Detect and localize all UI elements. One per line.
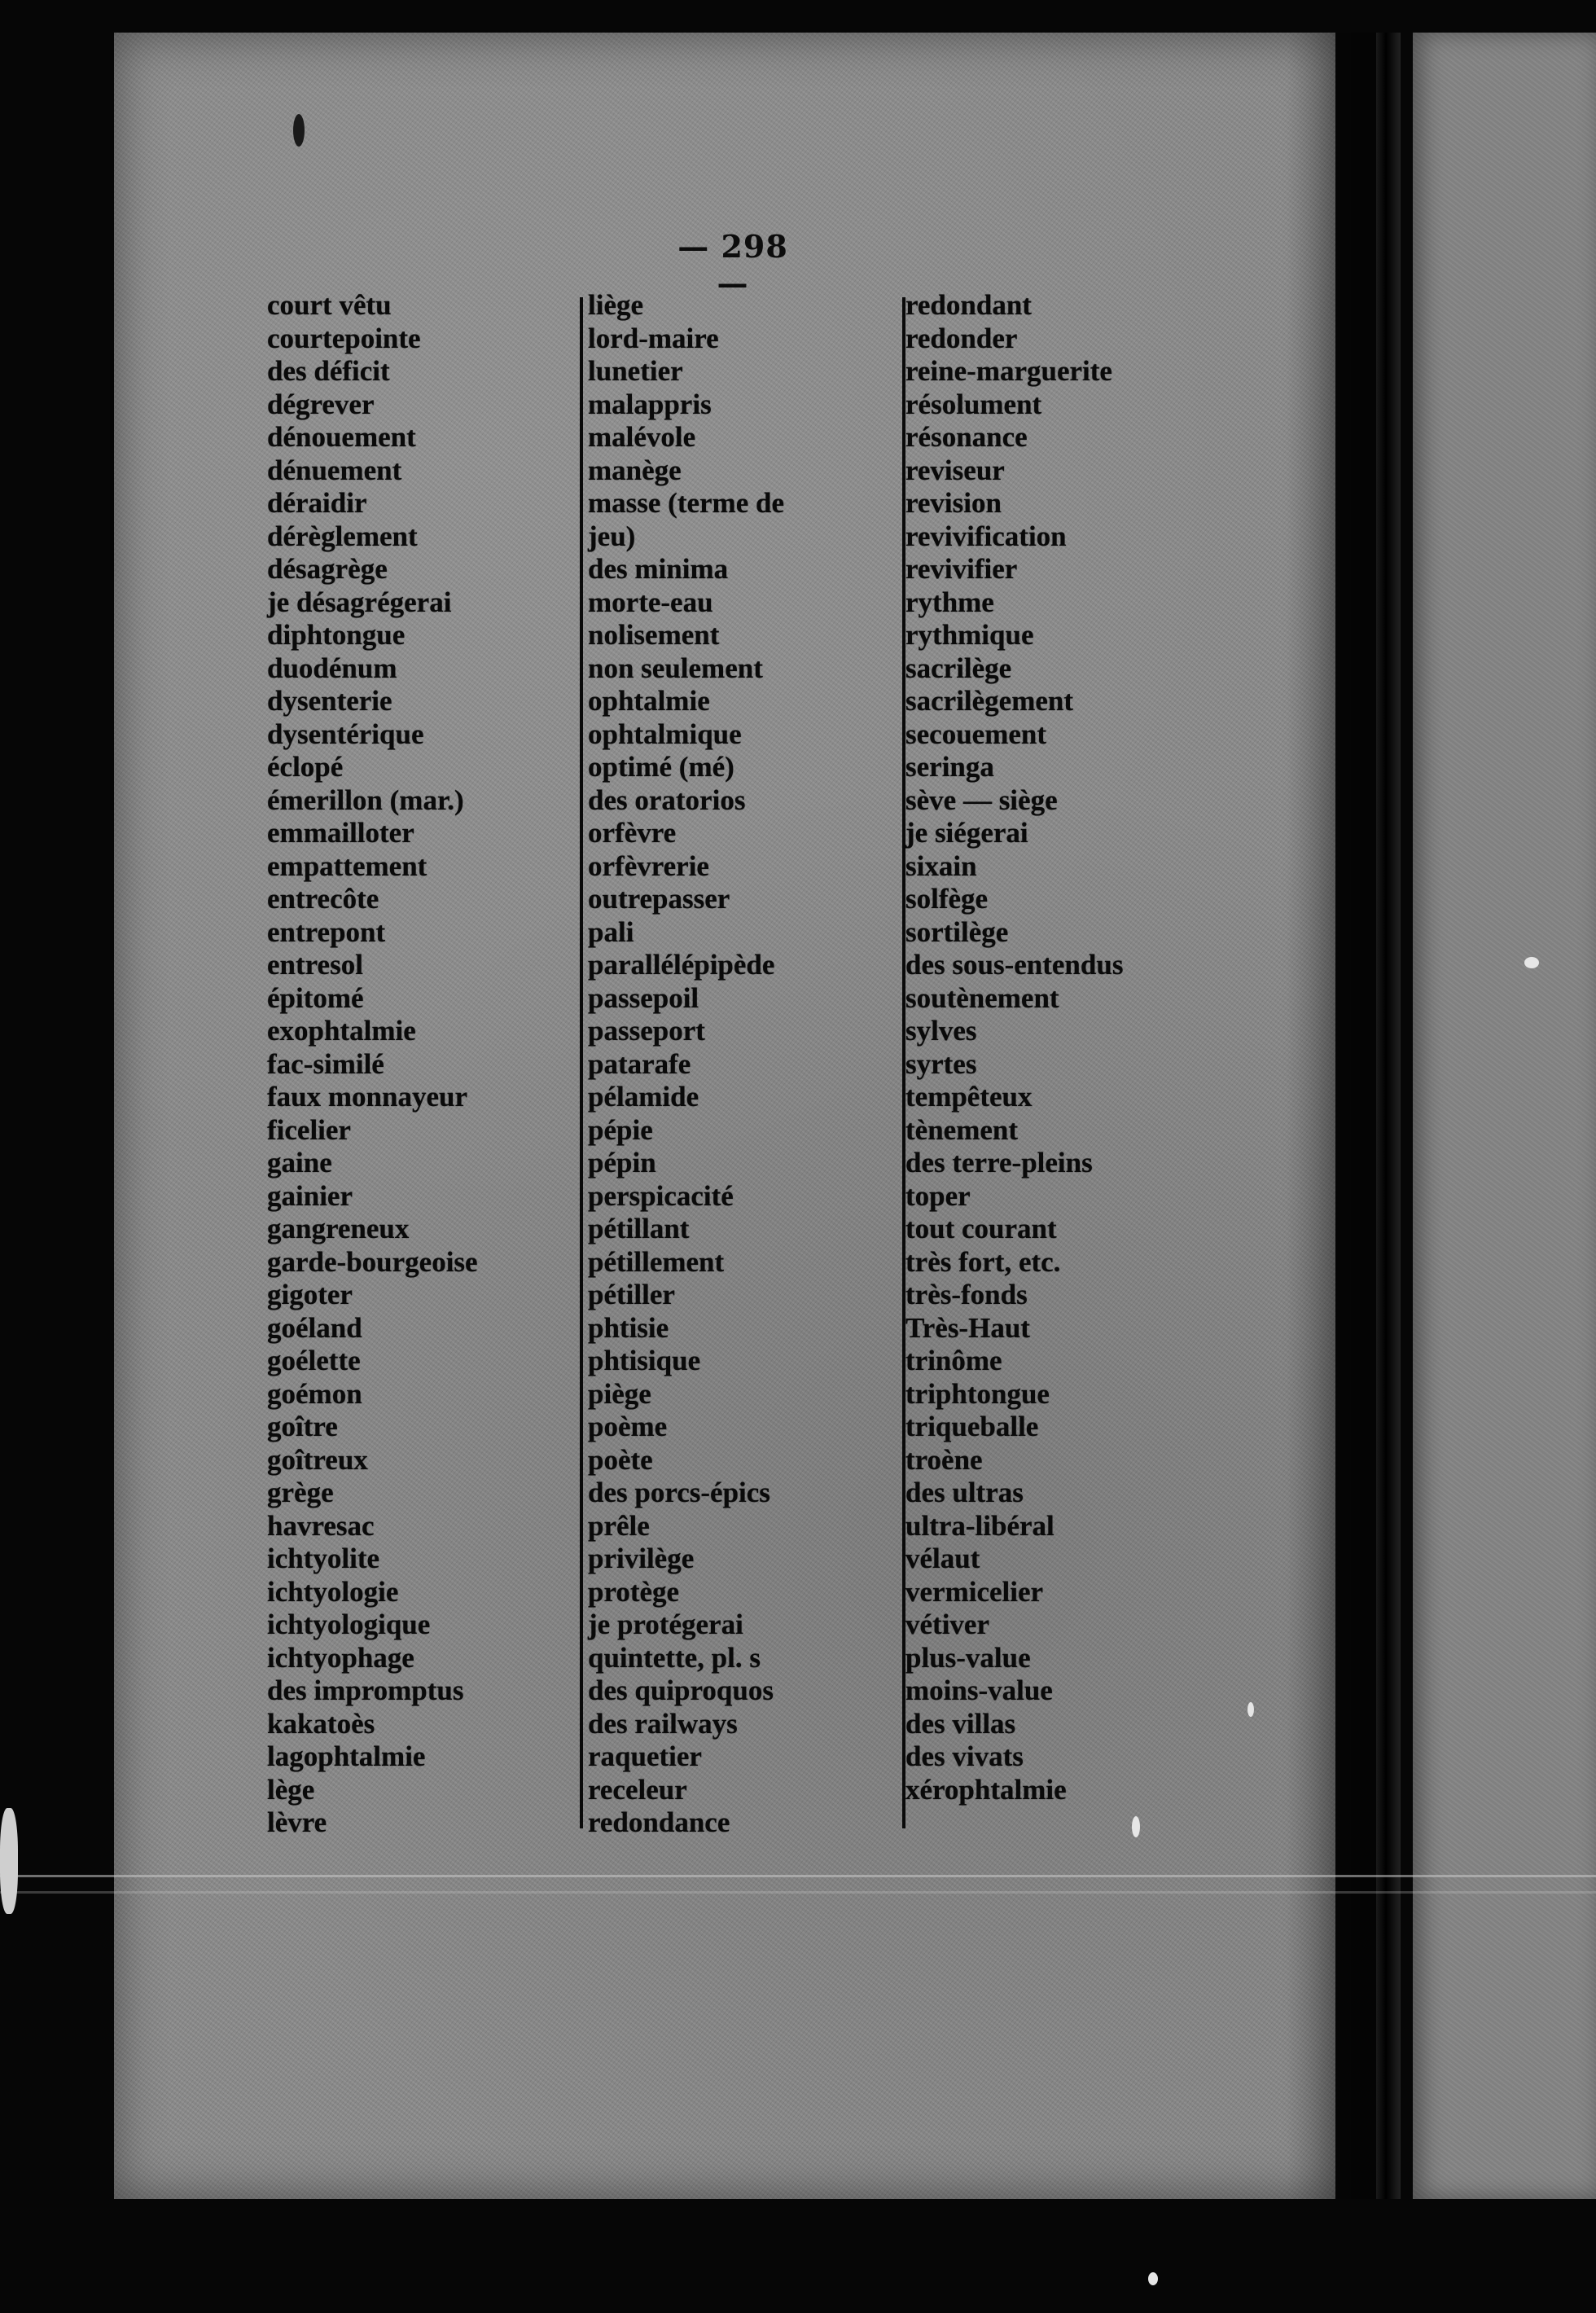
dictionary-entry: pétillant <box>588 1213 690 1244</box>
dictionary-entry: optimé (mé) <box>588 751 734 783</box>
dictionary-entry: des impromptus <box>267 1674 464 1706</box>
dictionary-entry: tempêteux <box>905 1081 1033 1113</box>
dictionary-entry: ichtyophage <box>267 1641 414 1674</box>
dictionary-entry: pétillement <box>588 1245 725 1278</box>
dictionary-entry: duodénum <box>267 652 397 684</box>
dictionary-entry: émerillon (mar.) <box>267 783 464 816</box>
dictionary-entry: ichtyolite <box>267 1543 380 1574</box>
dictionary-entry: entrecôte <box>267 883 379 915</box>
dictionary-entry: je protégerai <box>588 1609 743 1640</box>
dictionary-entry: empattement <box>267 849 428 882</box>
dictionary-entry: déraidir <box>267 487 367 519</box>
right-page-edge <box>1413 33 1596 2199</box>
dictionary-entry: Très-Haut <box>905 1311 1030 1344</box>
dictionary-entry: goélette <box>267 1345 361 1376</box>
dictionary-entry: lunetier <box>588 355 683 387</box>
dictionary-entry: gigoter <box>267 1279 353 1310</box>
dictionary-entry: manège <box>588 454 682 486</box>
dictionary-entry: poème <box>588 1411 668 1442</box>
dictionary-entry: quintette, pl. s <box>588 1641 761 1674</box>
dictionary-entry: gainier <box>267 1179 353 1212</box>
dictionary-entry: poète <box>588 1443 653 1476</box>
dictionary-entry: très-fonds <box>905 1279 1028 1310</box>
dictionary-entry: lord-maire <box>588 322 719 354</box>
dictionary-entry: court vêtu <box>267 289 392 321</box>
dust-speck <box>1148 2272 1158 2285</box>
dictionary-entry: vétiver <box>905 1609 989 1640</box>
dictionary-entry: des ultras <box>905 1477 1024 1508</box>
dictionary-entry: reviseur <box>905 454 1005 486</box>
dictionary-entry: masse (terme de <box>588 487 785 519</box>
dictionary-entry: syrtes <box>905 1047 977 1080</box>
dictionary-entry: goîtreux <box>267 1443 368 1476</box>
page-number: — 298 — <box>677 228 788 301</box>
dictionary-entry: prêle <box>588 1509 650 1542</box>
dictionary-entry: redonder <box>905 322 1018 354</box>
dictionary-entry: entresol <box>267 949 363 981</box>
dictionary-entry: dérèglement <box>267 520 418 552</box>
dictionary-entry: des villas <box>905 1707 1016 1740</box>
dictionary-entry: épitomé <box>267 981 364 1014</box>
dictionary-entry: des sous-entendus <box>905 949 1124 981</box>
dictionary-entry: ichtyologie <box>267 1575 399 1608</box>
dictionary-entry: havresac <box>267 1509 375 1542</box>
dictionary-entry: xérophtalmie <box>905 1773 1067 1806</box>
dust-speck <box>1247 1702 1254 1717</box>
dictionary-entry: résonance <box>905 421 1028 453</box>
dictionary-entry: kakatoès <box>267 1707 375 1740</box>
dictionary-entry: fac-similé <box>267 1047 384 1080</box>
dictionary-entry: pétiller <box>588 1279 675 1310</box>
dictionary-entry: dénuement <box>267 454 402 486</box>
dictionary-entry: goémon <box>267 1377 362 1410</box>
dictionary-entry: pépie <box>588 1113 653 1146</box>
dictionary-entry: moins-value <box>905 1674 1053 1706</box>
dictionary-entry: sacrilègement <box>905 685 1074 717</box>
dictionary-entry: sève — siège <box>905 783 1058 816</box>
dictionary-entry: secouement <box>905 718 1047 750</box>
dictionary-entry: je siégerai <box>905 817 1028 849</box>
dictionary-entry: receleur <box>588 1773 687 1806</box>
dictionary-entry: désagrège <box>267 553 388 585</box>
dictionary-entry: plus-value <box>905 1641 1031 1674</box>
dictionary-entry: reine-marguerite <box>905 355 1112 387</box>
dictionary-entry: dysentérique <box>267 718 424 750</box>
dictionary-entry: goéland <box>267 1311 362 1344</box>
book-binding <box>1376 33 1401 2199</box>
dictionary-entry: tènement <box>905 1113 1019 1146</box>
dictionary-entry: tout courant <box>905 1213 1057 1244</box>
dictionary-entry: rythmique <box>905 619 1034 651</box>
scan-artifact-line <box>0 1875 1596 1877</box>
dictionary-entry: ichtyologique <box>267 1609 431 1640</box>
dictionary-entry: sortilège <box>905 915 1009 948</box>
dictionary-entry: des minima <box>588 553 729 585</box>
dictionary-entry: ficelier <box>267 1113 351 1146</box>
dust-speck <box>1524 957 1539 968</box>
dictionary-entry: des quiproquos <box>588 1674 774 1706</box>
dictionary-entry: éclopé <box>267 751 344 783</box>
dictionary-entry: des railways <box>588 1707 738 1740</box>
dictionary-entry: exophtalmie <box>267 1015 416 1047</box>
dictionary-entry: lèvre <box>267 1806 327 1838</box>
dictionary-entry: trinôme <box>905 1345 1002 1376</box>
dictionary-entry: courtepointe <box>267 322 421 354</box>
dictionary-entry: vélaut <box>905 1543 980 1574</box>
dictionary-entry: privilège <box>588 1543 695 1574</box>
dictionary-entry: orfèvrerie <box>588 849 709 882</box>
dictionary-entry: très fort, etc. <box>905 1245 1061 1278</box>
dictionary-entry: des oratorios <box>588 783 746 816</box>
gutter-shadow <box>1287 33 1376 2199</box>
word-column-left <box>267 289 577 1840</box>
word-column-right <box>905 289 1231 1806</box>
dictionary-entry: outrepasser <box>588 883 730 915</box>
dictionary-entry: garde-bourgeoise <box>267 1245 478 1278</box>
dictionary-entry: des porcs-épics <box>588 1477 770 1508</box>
dictionary-entry: emmailloter <box>267 817 414 849</box>
dictionary-entry: soutènement <box>905 981 1059 1014</box>
dictionary-entry: liège <box>588 289 644 321</box>
dictionary-entry: revivification <box>905 520 1067 552</box>
dictionary-entry: des déficit <box>267 355 390 387</box>
dictionary-entry: seringa <box>905 751 994 783</box>
scan-artifact-line <box>0 1891 1596 1894</box>
dictionary-entry: lagophtalmie <box>267 1740 426 1772</box>
dictionary-entry: dysenterie <box>267 685 392 717</box>
dictionary-entry: ophtalmique <box>588 718 742 750</box>
dictionary-entry: raquetier <box>588 1740 702 1772</box>
dictionary-entry: entrepont <box>267 915 386 948</box>
dictionary-entry: triphtongue <box>905 1377 1050 1410</box>
dictionary-entry: orfèvre <box>588 817 677 849</box>
dictionary-entry: redondance <box>588 1806 730 1838</box>
dictionary-entry: lège <box>267 1773 315 1806</box>
dictionary-entry: pali <box>588 915 634 948</box>
dictionary-entry: revision <box>905 487 1002 519</box>
dictionary-entry: parallélépipède <box>588 949 775 981</box>
dictionary-entry: rythme <box>905 586 994 618</box>
dictionary-entry: passepoil <box>588 981 699 1014</box>
dictionary-entry: phtisique <box>588 1345 701 1376</box>
ink-blot <box>293 114 305 147</box>
dictionary-entry: des terre-pleins <box>905 1147 1093 1178</box>
dictionary-entry: jeu) <box>588 520 636 552</box>
column-divider-1 <box>580 297 583 1828</box>
dictionary-entry: passeport <box>588 1015 705 1047</box>
dictionary-entry: redondant <box>905 289 1032 321</box>
dictionary-entry: pépin <box>588 1147 656 1178</box>
dictionary-entry: faux monnayeur <box>267 1081 467 1113</box>
dictionary-entry: vermicelier <box>905 1575 1044 1608</box>
dictionary-entry: troène <box>905 1443 983 1476</box>
dictionary-entry: dénouement <box>267 421 416 453</box>
dictionary-entry: goître <box>267 1411 338 1442</box>
dictionary-entry: grège <box>267 1477 334 1508</box>
word-column-middle <box>588 289 889 1840</box>
dictionary-entry: triqueballe <box>905 1411 1039 1442</box>
dictionary-entry: malappris <box>588 388 712 420</box>
edge-light-artifact <box>0 1808 18 1914</box>
dictionary-entry: des vivats <box>905 1740 1024 1772</box>
dictionary-entry: sacrilège <box>905 652 1012 684</box>
dictionary-entry: gaine <box>267 1147 332 1178</box>
dictionary-entry: patarafe <box>588 1047 691 1080</box>
dictionary-entry: piège <box>588 1377 651 1410</box>
dictionary-entry: ophtalmie <box>588 685 710 717</box>
dictionary-entry: pélamide <box>588 1081 699 1113</box>
dictionary-entry: malévole <box>588 421 696 453</box>
dictionary-entry: gangreneux <box>267 1213 410 1244</box>
dictionary-entry: morte-eau <box>588 586 713 618</box>
dictionary-entry: sylves <box>905 1015 977 1047</box>
dictionary-entry: perspicacité <box>588 1179 734 1212</box>
dictionary-entry: protège <box>588 1575 680 1608</box>
dictionary-entry: nolisement <box>588 619 720 651</box>
dictionary-entry: diphtongue <box>267 619 406 651</box>
dictionary-entry: ultra-libéral <box>905 1509 1054 1542</box>
dictionary-entry: non seulement <box>588 652 763 684</box>
dictionary-entry: phtisie <box>588 1311 669 1344</box>
dictionary-entry: résolument <box>905 388 1042 420</box>
dictionary-entry: je désagrégerai <box>267 586 452 618</box>
dictionary-entry: sixain <box>905 849 977 882</box>
dictionary-entry: revivifier <box>905 553 1018 585</box>
dictionary-entry: toper <box>905 1179 971 1212</box>
dictionary-entry: dégrever <box>267 388 375 420</box>
dust-speck <box>1132 1816 1140 1837</box>
dictionary-entry: solfège <box>905 883 989 915</box>
